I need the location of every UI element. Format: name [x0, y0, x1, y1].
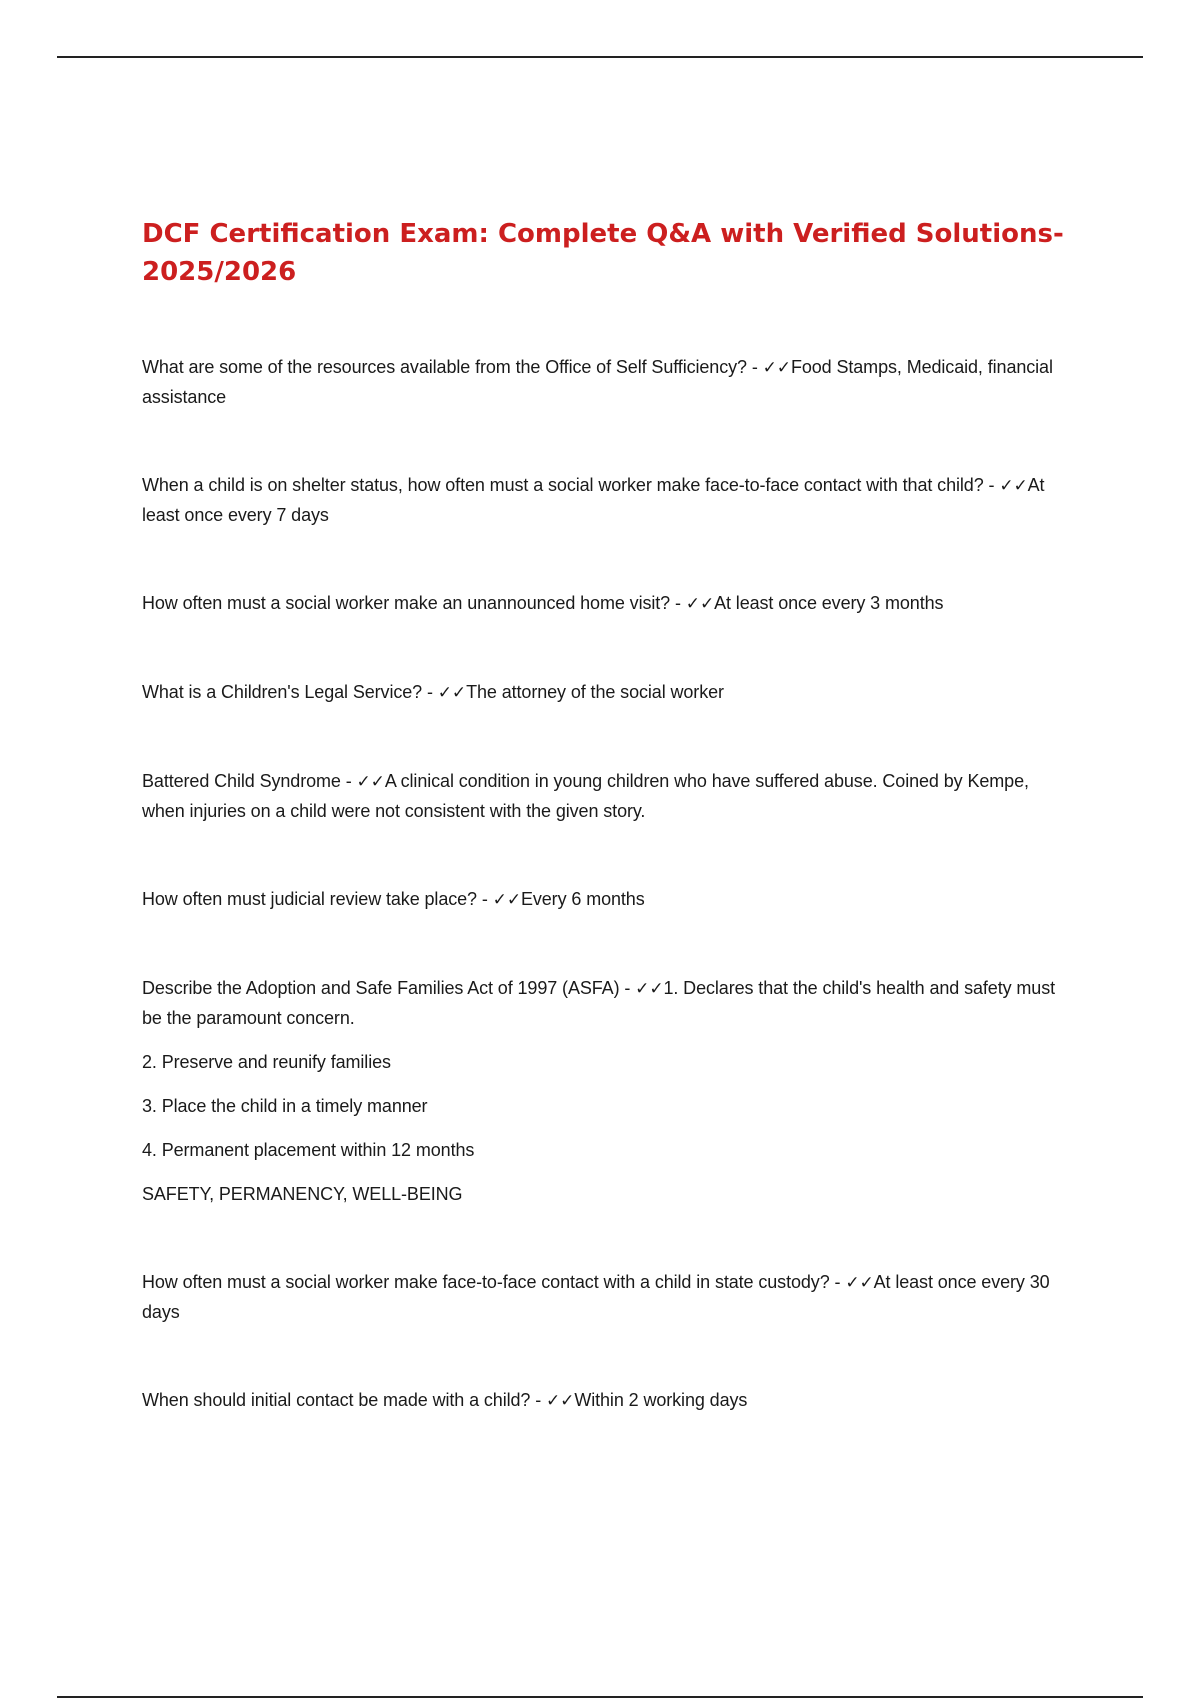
- qa-item: [142, 471, 1072, 530]
- answer-text: A clinical condition in young children who have suffered abuse. Coined by Kempe, when injuries on a child were not consistent with the given story.: [142, 771, 1029, 821]
- double-check-icon: ✓✓: [762, 358, 791, 378]
- double-check-icon: ✓✓: [685, 594, 715, 614]
- double-check-icon: ✓✓: [546, 1391, 575, 1411]
- double-check-icon: ✓✓: [356, 772, 385, 792]
- question-text: How often must a social worker make an unannounced home visit?: [142, 593, 671, 613]
- double-check-icon: ✓✓: [492, 890, 521, 910]
- answer-line: 3. Place the child in a timely manner: [142, 1096, 428, 1116]
- qa-item: [142, 885, 1072, 915]
- separator: -: [422, 682, 438, 702]
- answer-text: The attorney of the social worker: [466, 682, 724, 702]
- separator: -: [530, 1390, 547, 1410]
- qa-item: [142, 1268, 1072, 1327]
- qa-item: [142, 974, 1072, 1209]
- question-text: Describe the Adoption and Safe Families Act of 1997 (ASFA): [142, 978, 620, 998]
- answer-text: At least once every 3 months: [714, 593, 944, 613]
- bottom-rule: [57, 1696, 1143, 1698]
- answer-text: At least once every 7 days: [142, 475, 1045, 525]
- double-check-icon: ✓✓: [845, 1273, 874, 1293]
- question-text: When should initial contact be made with a child?: [142, 1390, 531, 1410]
- top-rule: [57, 56, 1143, 58]
- question-text: Battered Child Syndrome: [142, 771, 341, 791]
- separator: -: [983, 475, 1000, 495]
- qa-item: [142, 1386, 1072, 1416]
- separator: -: [670, 593, 686, 613]
- question-text: What are some of the resources available from the Office of Self Sufficiency?: [142, 357, 747, 377]
- question-text: When a child is on shelter status, how often must a social worker make face-to-face contact with that child?: [142, 475, 984, 495]
- separator: -: [829, 1272, 846, 1292]
- document-body: [142, 215, 1072, 1475]
- separator: -: [476, 889, 493, 909]
- document-title: DCF Certification Exam: Complete Q&A with Verified Solutions- 2025/2026: [142, 219, 1064, 287]
- separator: -: [746, 357, 763, 377]
- double-check-icon: ✓✓: [635, 979, 664, 999]
- question-text: How often must a social worker make face-to-face contact with a child in state custody?: [142, 1272, 830, 1292]
- qa-item: [142, 678, 1072, 708]
- qa-item: [142, 767, 1072, 826]
- separator: -: [619, 978, 636, 998]
- answer-line: 4. Permanent placement within 12 months: [142, 1140, 475, 1160]
- question-text: What is a Children's Legal Service?: [142, 682, 423, 702]
- double-check-icon: ✓✓: [999, 476, 1028, 496]
- qa-item: [142, 353, 1072, 412]
- answer-line: SAFETY, PERMANENCY, WELL-BEING: [142, 1184, 463, 1204]
- double-check-icon: ✓✓: [437, 683, 467, 703]
- answer-line: 2. Preserve and reunify families: [142, 1052, 391, 1072]
- qa-item: [142, 589, 1072, 619]
- question-text: How often must judicial review take place?: [142, 889, 477, 909]
- answer-text: Every 6 months: [520, 889, 645, 909]
- answer-text: 1. Declares that the child's health and safety must be the paramount concern.: [142, 978, 1056, 1028]
- qa-list: [142, 353, 1072, 1416]
- answer-text: Within 2 working days: [574, 1390, 748, 1410]
- answer-text: Food Stamps, Medicaid, financial assistance: [142, 357, 1053, 407]
- separator: -: [340, 771, 357, 791]
- answer-text: At least once every 30 days: [142, 1272, 1050, 1322]
